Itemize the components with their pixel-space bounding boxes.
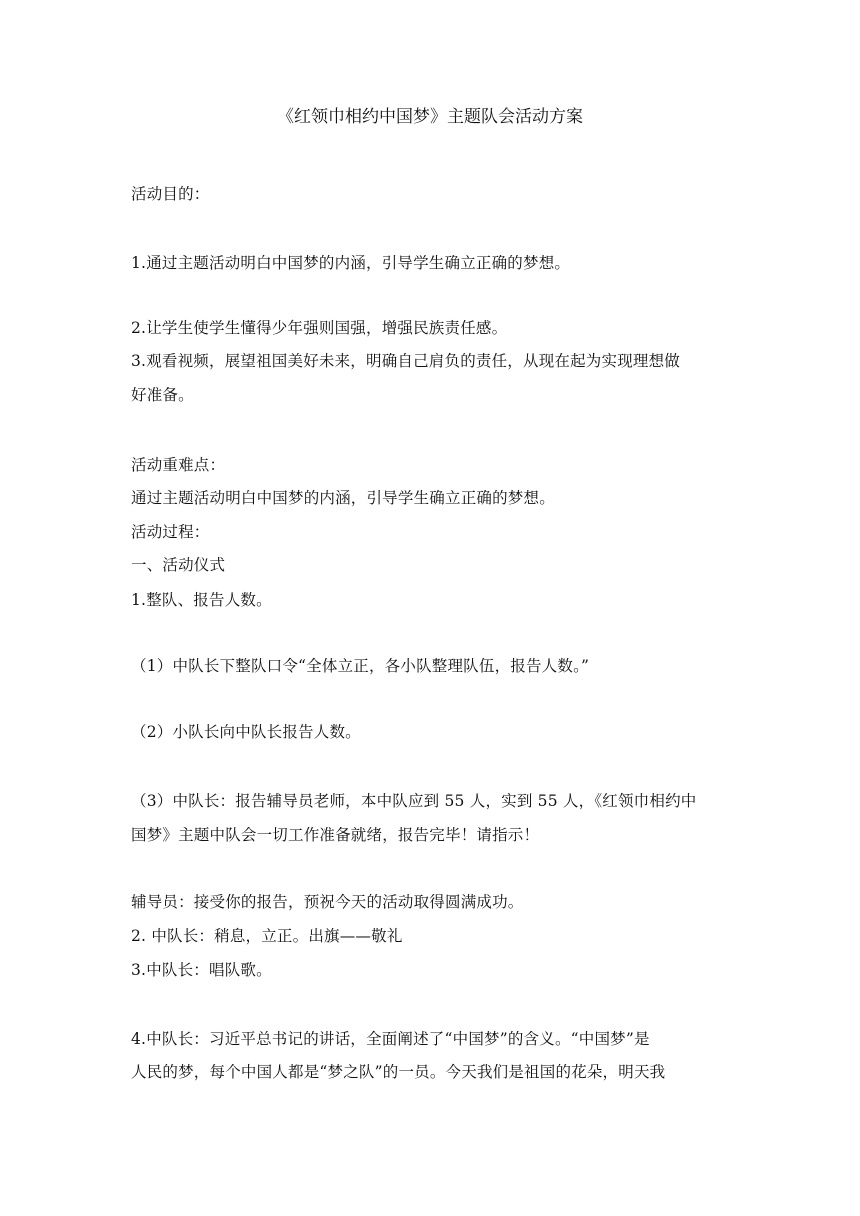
document-title: 《红领巾相约中国梦》主题队会活动方案 [277,107,583,127]
text-line-step-4: 4.中队长：习近平总书记的讲话，全面阐述了“中国梦”的含义。“中国梦”是 [131,1030,650,1048]
text-line-purpose-3-cont: 好准备。 [131,386,194,404]
text-line-step-2: 2. 中队长：稍息，立正。出旗——敬礼 [131,927,403,945]
text-line-step-3: 3.中队长：唱队歌。 [131,961,272,979]
text-line-step-1-c-cont: 国梦》主题中队会一切工作准备就绪，报告完毕！请指示！ [131,826,540,844]
text-line-purpose-1: 1.通过主题活动明白中国梦的内涵，引导学生确立正确的梦想。 [131,254,571,272]
text-line-purpose-2: 2.让学生使学生懂得少年强则国强，增强民族责任感。 [131,319,508,337]
text-line-step-1: 1.整队、报告人数。 [131,591,272,609]
text-line-purpose-heading: 活动目的： [131,185,210,203]
text-line-section-one: 一、活动仪式 [131,556,226,574]
text-line-process-heading: 活动过程： [131,523,210,541]
text-line-step-1-b: （2）小队长向中队长报告人数。 [131,723,361,741]
text-line-step-4-cont: 人民的梦，每个中国人都是“梦之队”的一员。今天我们是祖国的花朵，明天我 [131,1063,666,1081]
text-line-step-1-a: （1）中队长下整队口令“全体立正，各小队整理队伍，报告人数。” [131,657,590,675]
text-line-key-points: 通过主题活动明白中国梦的内涵，引导学生确立正确的梦想。 [131,489,555,507]
text-line-step-1-c: （3）中队长：报告辅导员老师，本中队应到 55 人，实到 55 人，《红领巾相约中 [131,792,697,810]
text-line-counselor: 辅导员：接受你的报告，预祝今天的活动取得圆满成功。 [131,893,524,911]
text-line-key-points-heading: 活动重难点： [131,456,226,474]
text-line-purpose-3: 3.观看视频，展望祖国美好未来，明确自己肩负的责任，从现在起为实现理想做 [131,352,680,370]
